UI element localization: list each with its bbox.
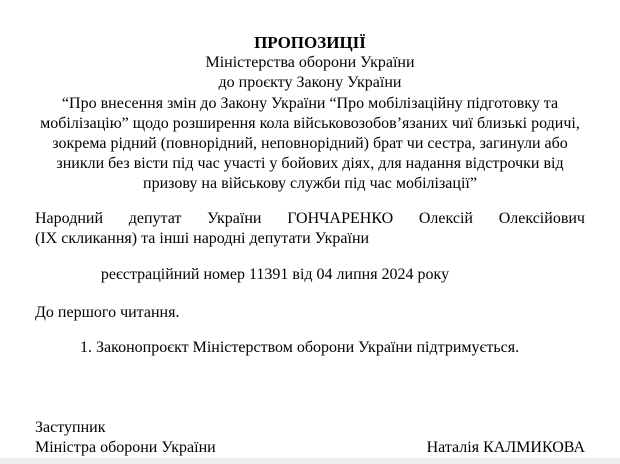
author-word: Олексійович bbox=[498, 209, 585, 227]
author-word: України bbox=[207, 209, 262, 227]
authors-justified-line bbox=[35, 209, 585, 229]
authors-second-line: (IX скликання) та інші народні депутати України bbox=[35, 229, 370, 247]
signature-block bbox=[35, 418, 585, 458]
law-title-line: мобілізацію” щодо розширення кола військовозобов’язаних чиї близькі родичі, bbox=[40, 114, 580, 132]
law-title-line: зникли без вісти під час участі у бойових діях, для надання відстрочки від bbox=[56, 155, 564, 173]
signature-position-line2: Міністра оборони України bbox=[35, 438, 216, 456]
document-title: ПРОПОЗИЦІЇ bbox=[254, 33, 366, 52]
signature-name: Наталія КАЛМИКОВА bbox=[426, 438, 585, 456]
law-title-line: “Про внесення змін до Закону України “Про мобілізаційну підготовку та bbox=[61, 94, 559, 112]
law-title-line: зокрема рідний (повнорідний, неповнорідний) брат чи сестра, загинули або bbox=[52, 135, 568, 153]
registration-number-line: реєстраційний номер 11391 від 04 липня 2024 року bbox=[100, 266, 450, 284]
law-title-line: призову на військову служби під час мобілізації” bbox=[143, 175, 477, 193]
header-ministry-line: Міністерства оборони України bbox=[205, 54, 415, 72]
author-word: Олексій bbox=[418, 209, 473, 227]
bottom-edge-bar bbox=[0, 458, 620, 464]
reading-note: До першого читання. bbox=[35, 304, 180, 322]
signature-position-line1: Заступник bbox=[35, 418, 106, 436]
author-word: ГОНЧАРЕНКО bbox=[287, 209, 394, 227]
header-draft-law-line: до проєкту Закону України bbox=[218, 74, 402, 92]
author-word: депутат bbox=[128, 209, 182, 227]
author-word: Народний bbox=[35, 209, 104, 227]
law-title-block bbox=[35, 94, 585, 195]
authors-paragraph bbox=[35, 209, 585, 249]
proposal-item-1: 1. Законопроєкт Міністерством оборони України підтримується. bbox=[80, 339, 520, 357]
signature-row bbox=[35, 438, 585, 458]
